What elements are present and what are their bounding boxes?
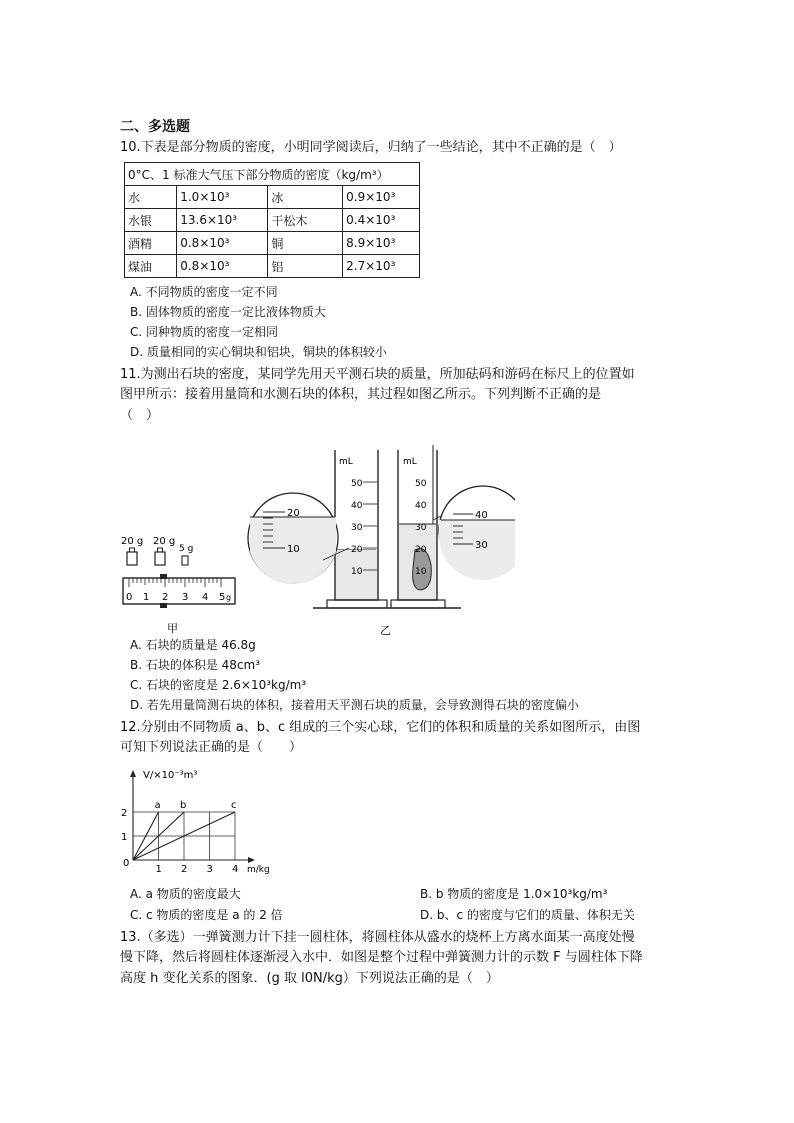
weight-label: 5 g — [179, 544, 194, 554]
table-cell: 0.4×10³ — [343, 209, 420, 232]
zoom-circle-1 — [248, 493, 349, 584]
stand-base — [313, 600, 461, 608]
q12-stem-line1: 12.分别由不同物质 a、b、c 组成的三个实心球，它们的体积和质量的关系如图所示，由图 — [120, 720, 641, 735]
q11-option-c: C. 石块的密度是 2.6×10³kg/m³ — [130, 678, 307, 692]
zoom-circle-2 — [433, 486, 515, 580]
scale-unit: g — [226, 593, 232, 602]
zoom-tick: 10 — [287, 544, 300, 555]
x-axis-label: m/kg — [247, 865, 270, 875]
q11-option-a: A. 石块的质量是 46.8g — [130, 638, 256, 652]
table-cell: 干松木 — [268, 209, 343, 232]
scale-tick-label: 0 — [126, 592, 133, 603]
section-title: 二、多选题 — [120, 119, 190, 135]
q10-stem: 10.下表是部分物质的密度，小明同学阅读后，归纳了一些结论，其中不正确的是（ ） — [120, 140, 622, 155]
q13-line3: 高度 h 变化关系的图象．(g 取 l0N/kg）下列说法正确的是（ ） — [120, 971, 499, 986]
q10-option-a: A. 不同物质的密度一定不同 — [130, 285, 278, 299]
cylinder-tick: 30 — [415, 523, 427, 533]
table-cell: 水 — [125, 186, 177, 209]
q12-option-c: C. c 物质的密度是 a 的 2 倍 — [130, 908, 283, 922]
q12-option-b: B. b 物质的密度是 1.0×10³kg/m³ — [420, 887, 608, 901]
q11-stem-line3: （ ） — [120, 408, 160, 423]
q13-line2: 慢下降，然后将圆柱体逐渐浸入水中．如图是整个过程中弹簧测力计的示数 F 与圆柱体下降 — [120, 950, 643, 965]
balance-scale — [123, 574, 235, 608]
origin-label: 0 — [123, 858, 130, 869]
table-cell: 13.6×10³ — [177, 209, 268, 232]
cylinder-tick: 30 — [351, 523, 363, 533]
measuring-cylinder-2 — [398, 445, 437, 600]
y-axis-arrow — [130, 770, 136, 777]
scale-tick-label: 4 — [202, 592, 209, 603]
figure-label-yi: 乙 — [380, 624, 391, 637]
table-cell: 铝 — [268, 255, 343, 278]
q10-option-d: D. 质量相同的实心铜块和铝块，铜块的体积较小 — [130, 345, 387, 359]
cylinder-tick: 20 — [351, 545, 363, 555]
q10-option-c: C. 同种物质的密度一定相同 — [130, 325, 279, 339]
volume-mass-chart — [115, 764, 285, 876]
cylinder-unit: mL — [403, 457, 417, 467]
cylinder-tick: 50 — [351, 479, 363, 489]
zoom-tick: 40 — [475, 510, 488, 521]
density-table-caption: 0°C、1 标准大气压下部分物质的密度（kg/m³） — [125, 163, 420, 186]
table-row — [125, 209, 420, 232]
cylinder-tick: 40 — [415, 501, 427, 511]
q11-stem-line1: 11.为测出石块的密度，某同学先用天平测石块的质量，所加砝码和游码在标尺上的位置如 — [120, 367, 635, 382]
table-cell: 水银 — [125, 209, 177, 232]
cylinder-tick: 10 — [415, 567, 427, 577]
table-cell: 2.7×10³ — [343, 255, 420, 278]
zoom-tick: 20 — [287, 508, 300, 519]
q11-option-d: D. 若先用量筒测石块的体积，接着用天平测石块的质量，会导致测得石块的密度偏小 — [130, 698, 579, 712]
q11-stem-line2: 图甲所示：接着用量筒和水测石块的体积，其过程如图乙所示。下列判断不正确的是 — [120, 387, 602, 402]
table-cell: 8.9×10³ — [343, 232, 420, 255]
q12-stem-line2: 可知下列说法正确的是（ ） — [120, 740, 303, 755]
cylinder-unit: mL — [339, 457, 353, 467]
y-tick-label: 1 — [121, 832, 128, 843]
series-label-b: b — [180, 800, 187, 811]
scale-tick-label: 5 — [219, 592, 226, 603]
table-cell: 铜 — [268, 232, 343, 255]
table-cell: 冰 — [268, 186, 343, 209]
y-axis-label: V/×10⁻³m³ — [143, 770, 198, 781]
weights-group — [121, 536, 193, 565]
scale-tick-label: 2 — [162, 592, 169, 603]
x-tick-label: 3 — [206, 864, 213, 875]
cylinder-tick: 20 — [415, 545, 427, 555]
series-label-a: a — [154, 800, 161, 811]
scale-tick-label: 1 — [143, 592, 150, 603]
q12-option-d: D. b、c 的密度与它们的质量、体积无关 — [420, 908, 635, 922]
weight-label: 20 g — [121, 536, 144, 547]
table-row — [125, 232, 420, 255]
table-cell: 1.0×10³ — [177, 186, 268, 209]
table-cell: 酒精 — [125, 232, 177, 255]
x-tick-label: 2 — [181, 864, 188, 875]
zoom-tick: 30 — [475, 540, 488, 551]
table-row — [125, 255, 420, 278]
q10-option-b: B. 固体物质的密度一定比液体物质大 — [130, 305, 326, 319]
x-tick-label: 1 — [155, 864, 162, 875]
q12-option-a: A. a 物质的密度最大 — [130, 887, 241, 901]
table-cell: 0.8×10³ — [177, 232, 268, 255]
table-cell: 0.9×10³ — [343, 186, 420, 209]
table-cell: 0.8×10³ — [177, 255, 268, 278]
series-label-c: c — [231, 800, 237, 811]
weight-label: 20 g — [153, 536, 176, 547]
cylinder-tick: 10 — [351, 567, 363, 577]
x-tick-label: 4 — [232, 864, 239, 875]
q11-option-b: B. 石块的体积是 48cm³ — [130, 658, 261, 672]
cylinder-tick: 40 — [351, 501, 363, 511]
measuring-cylinder-1 — [335, 450, 378, 600]
x-axis-arrow — [248, 857, 255, 863]
figure-label-jia: 甲 — [167, 622, 178, 635]
table-cell: 煤油 — [125, 255, 177, 278]
density-table — [124, 162, 420, 278]
table-row — [125, 186, 420, 209]
scale-tick-label: 3 — [182, 592, 189, 603]
balance-cylinder-figure — [115, 440, 515, 642]
y-tick-label: 2 — [121, 808, 128, 819]
cylinder-tick: 50 — [415, 479, 427, 489]
q13-line1: 13.（多选）一弹簧测力计下挂一圆柱体，将圆柱体从盛水的烧杯上方离水面某一高度处慢 — [120, 930, 635, 945]
